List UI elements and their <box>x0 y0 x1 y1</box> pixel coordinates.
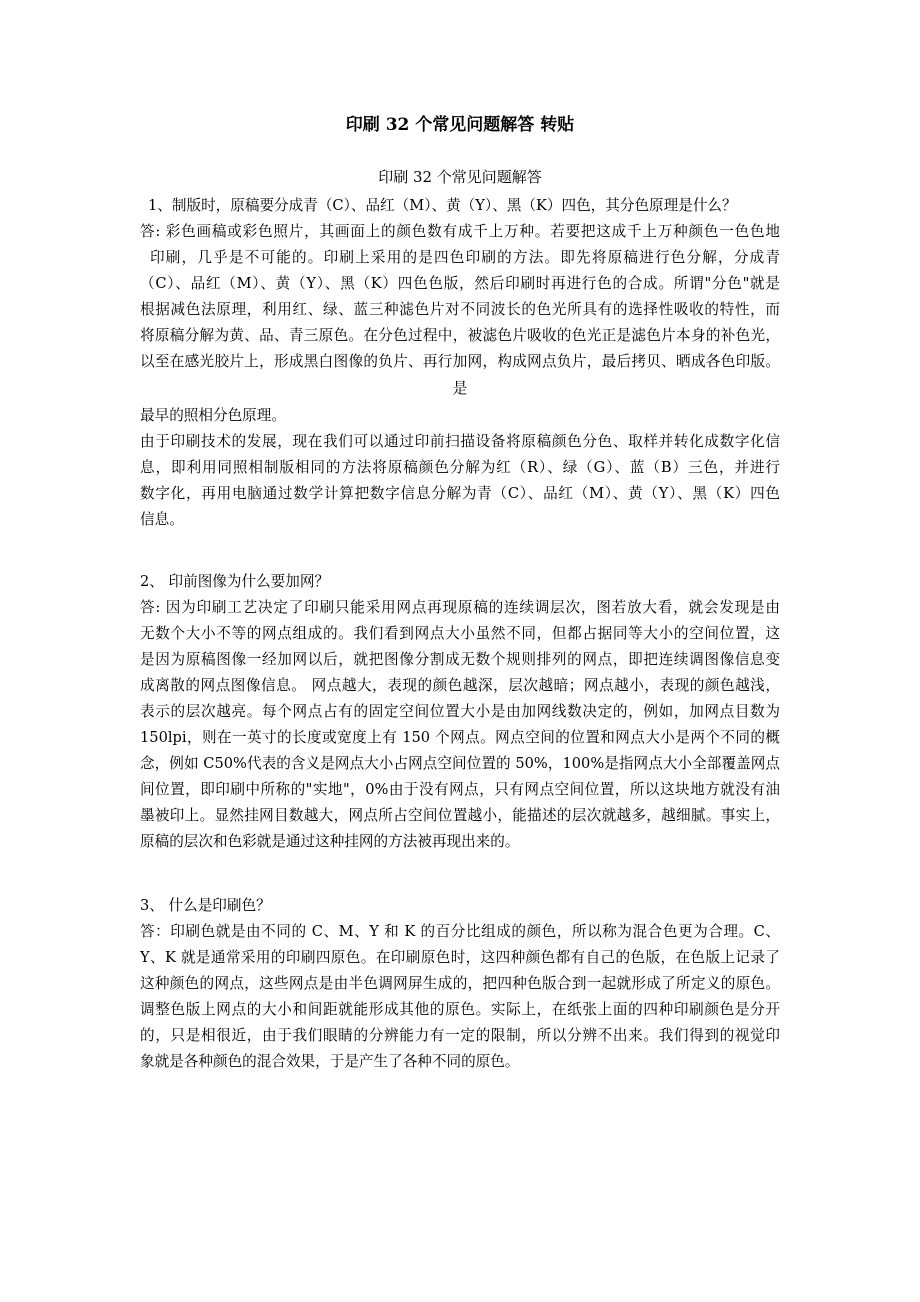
document-subtitle: 印刷 32 个常见问题解答 <box>378 168 542 186</box>
document-title: 印刷 32 个常见问题解答 转贴 <box>345 115 575 135</box>
answer-1-line: 数字化，再用电脑通过数学计算把数字信息分解为青（C）、品红（M）、黄（Y）、黑（K）四色 <box>140 485 780 502</box>
answer-2-line: 间位置，即印刷中所称的"实地"，0%由于没有网点，只有网点空间位置，所以这块地方就没有油 <box>140 781 780 798</box>
answer-2-line: 150lpi，则在一英寸的长度或宽度上有 150 个网点。网点空间的位置和网点大小是两个不同的概 <box>140 729 780 746</box>
answer-1-line: 以至在感光胶片上，形成黑白图像的负片、再行加网，构成网点负片，最后拷贝、晒成各色印版。 <box>140 353 780 370</box>
answer-3-line: 的，只是相很近，由于我们眼睛的分辨能力有一定的限制，所以分辨不出来。我们得到的视觉印 <box>140 1027 780 1044</box>
answer-2-line: 是因为原稿图像一经加网以后，就把图像分割成无数个规则排列的网点，即把连续调图像信息变 <box>140 651 780 668</box>
answer-3-line: 象就是各种颜色的混合效果，于是产生了各种不同的原色。 <box>140 1053 520 1070</box>
answer-2-line: 念，例如 C50%代表的含义是网点大小占网点空间位置的 50%，100%是指网点大小全部覆盖网点 <box>140 755 780 772</box>
question-1: 1、制版时，原稿要分成青（C）、品红（M）、黄（Y）、黑（K）四色，其分色原理是什么？ <box>148 197 737 214</box>
question-2: 2、 印前图像为什么要加网？ <box>140 573 330 590</box>
answer-1-line: 是 <box>452 380 468 397</box>
answer-1-line: 由于印刷技术的发展，现在我们可以通过印前扫描设备将原稿颜色分色、取样并转化成数字化信 <box>140 433 780 450</box>
answer-2-line: 原稿的层次和色彩就是通过这种挂网的方法被再现出来的。 <box>140 833 520 850</box>
answer-2-line: 成离散的网点图像信息。 网点越大，表现的颜色越深，层次越暗；网点越小，表现的颜色越浅， <box>140 677 780 694</box>
answer-1-line: 根据减色法原理，利用红、绿、蓝三种滤色片对不同波长的色光所具有的选择性吸收的特性，而 <box>140 301 780 318</box>
answer-3-line: 这种颜色的网点，这些网点是由半色调网屏生成的，把四种色版合到一起就形成了所定义的原色。 <box>140 975 780 992</box>
answer-1-line: 息，即利用同照相制版相同的方法将原稿颜色分解为红（R）、绿（G）、蓝（B）三色，并进行 <box>140 459 780 476</box>
answer-3-line: 调整色版上网点的大小和间距就能形成其他的原色。实际上，在纸张上面的四种印刷颜色是分开 <box>140 1001 780 1018</box>
answer-1-line: 将原稿分解为黄、品、青三原色。在分色过程中，被滤色片吸收的色光正是滤色片本身的补色光， <box>140 327 780 344</box>
answer-2-line: 表示的层次越亮。每个网点占有的固定空间位置大小是由加网线数决定的，例如，加网点目数为 <box>140 703 780 720</box>
answer-1-line: （C）、品红（M）、黄（Y）、黑（K）四色色版，然后印刷时再进行色的合成。所谓"分色"就是 <box>140 275 780 292</box>
answer-1-line: 信息。 <box>140 511 184 528</box>
answer-2-line: 墨被印上。显然挂网目数越大，网点所占空间位置越小，能描述的层次就越多，越细腻。事实上， <box>140 807 780 824</box>
answer-2-line: 无数个大小不等的网点组成的。我们看到网点大小虽然不同，但都占据同等大小的空间位置，这 <box>140 625 780 642</box>
answer-1-line: 印刷，几乎是不可能的。印刷上采用的是四色印刷的方法。即先将原稿进行色分解，分成青 <box>150 249 780 266</box>
question-3: 3、 什么是印刷色？ <box>140 897 271 914</box>
answer-2-line: 答: 因为印刷工艺决定了印刷只能采用网点再现原稿的连续调层次，图若放大看，就会发现是由 <box>140 599 780 616</box>
answer-3-line: 答：印刷色就是由不同的 C、M、Y 和 K 的百分比组成的颜色，所以称为混合色更为合理。C、 <box>140 923 780 940</box>
answer-1-line: 最早的照相分色原理。 <box>140 407 286 424</box>
answer-1-line: 答: 彩色画稿或彩色照片，其画面上的颜色数有成千上万种。若要把这成千上万种颜色一色色地 <box>140 223 780 240</box>
answer-3-line: Y、K 就是通常采用的印刷四原色。在印刷原色时，这四种颜色都有自己的色版，在色版上记录了 <box>140 949 780 966</box>
